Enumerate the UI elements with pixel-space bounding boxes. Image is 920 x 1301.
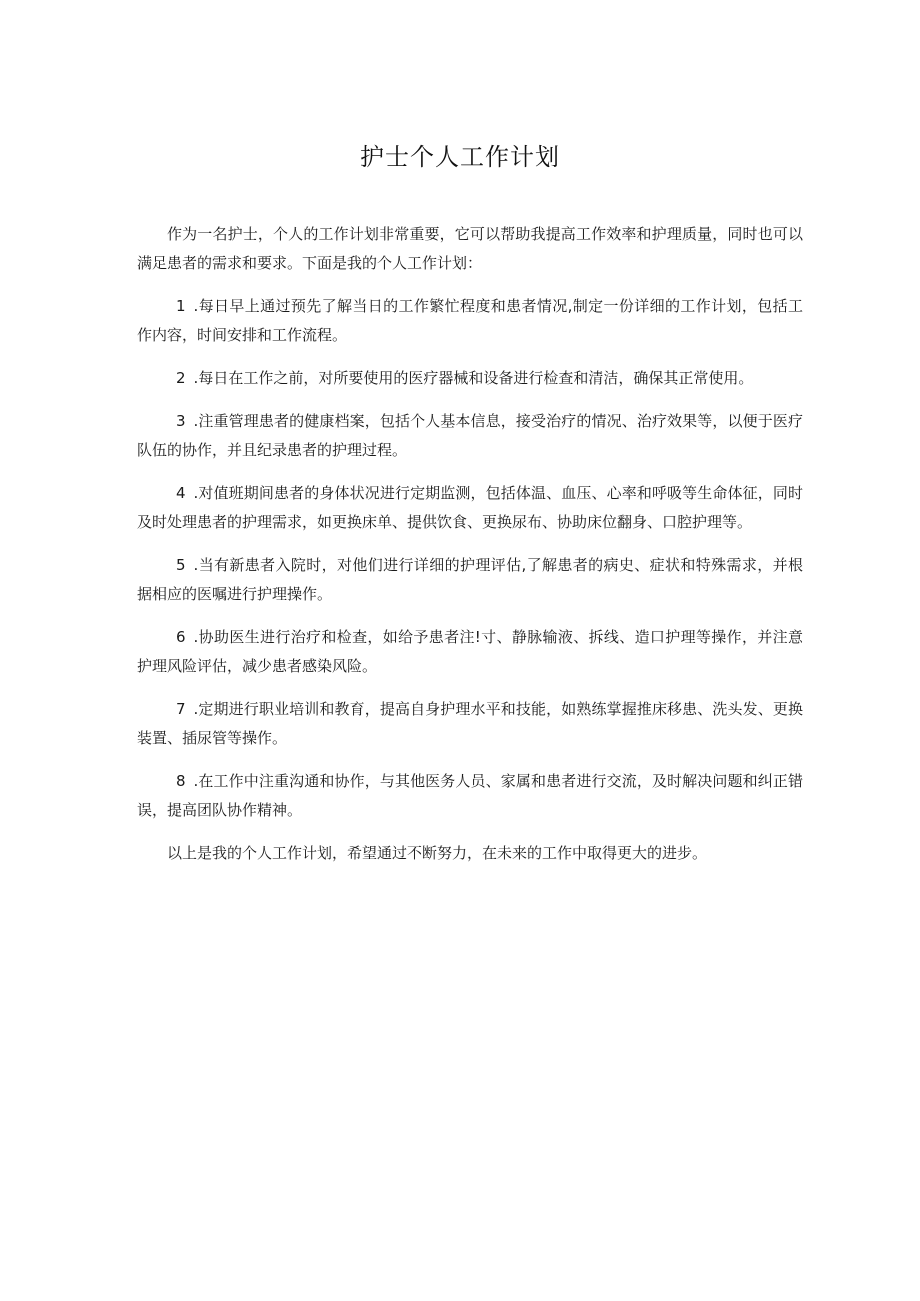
list-item-text: .对值班期间患者的身体状况进行定期监测，包括体温、血压、心率和呼吸等生命体征，同时及时处理患者的护理需求，如更换床单、提供饮食、更换尿布、协助床位翻身、口腔护理等。 — [137, 484, 803, 531]
list-item-number: 5 — [176, 556, 186, 574]
list-item — [137, 695, 803, 753]
list-item-text: .每日在工作之前，对所要使用的医疗器械和设备进行检查和清洁，确保其正常使用。 — [193, 369, 754, 387]
list-item — [137, 292, 803, 350]
list-item-text: .定期进行职业培训和教育，提高自身护理水平和技能，如熟练掌握推床移患、洗头发、更换装置、插尿管等操作。 — [137, 700, 803, 747]
list-item-text: .在工作中注重沟通和协作，与其他医务人员、家属和患者进行交流，及时解决问题和纠正错误，提高团队协作精神。 — [137, 772, 803, 819]
list-item-text: .当有新患者入院时，对他们进行详细的护理评估,了解患者的病史、症状和特殊需求，并根据相应的医嘱进行护理操作。 — [137, 556, 803, 603]
list-item-number: 4 — [176, 484, 186, 502]
document-body — [137, 220, 803, 868]
list-item — [137, 479, 803, 537]
list-item-text: .协助医生进行治疗和检查，如给予患者注!寸、静脉输液、拆线、造口护理等操作，并注意护理风险评估，减少患者感染风险。 — [137, 628, 803, 675]
list-item — [137, 623, 803, 681]
list-item-number: 1 — [176, 297, 186, 315]
list-item-text: .注重管理患者的健康档案，包括个人基本信息，接受治疗的情况、治疗效果等，以便于医疗队伍的协作，并且纪录患者的护理过程。 — [137, 412, 803, 459]
conclusion-paragraph: 以上是我的个人工作计划，希望通过不断努力，在未来的工作中取得更大的进步。 — [167, 844, 708, 862]
list-item-number: 8 — [176, 772, 186, 790]
intro-paragraph: 作为一名护士，个人的工作计划非常重要，它可以帮助我提高工作效率和护理质量，同时也可以满足患者的需求和要求。下面是我的个人工作计划： — [137, 225, 803, 272]
list-item — [137, 767, 803, 825]
list-item — [137, 551, 803, 609]
list-item — [137, 364, 803, 393]
page-title: 护士个人工作计划 — [360, 143, 560, 171]
list-item-number: 6 — [176, 628, 186, 646]
list-item-number: 7 — [176, 700, 186, 718]
list-item — [137, 407, 803, 465]
list-item-text: .每日早上通过预先了解当日的工作繁忙程度和患者情况,制定一份详细的工作计划，包括工作内容，时间安排和工作流程。 — [137, 297, 803, 344]
list-item-number: 3 — [176, 412, 186, 430]
list-item-number: 2 — [176, 369, 186, 387]
